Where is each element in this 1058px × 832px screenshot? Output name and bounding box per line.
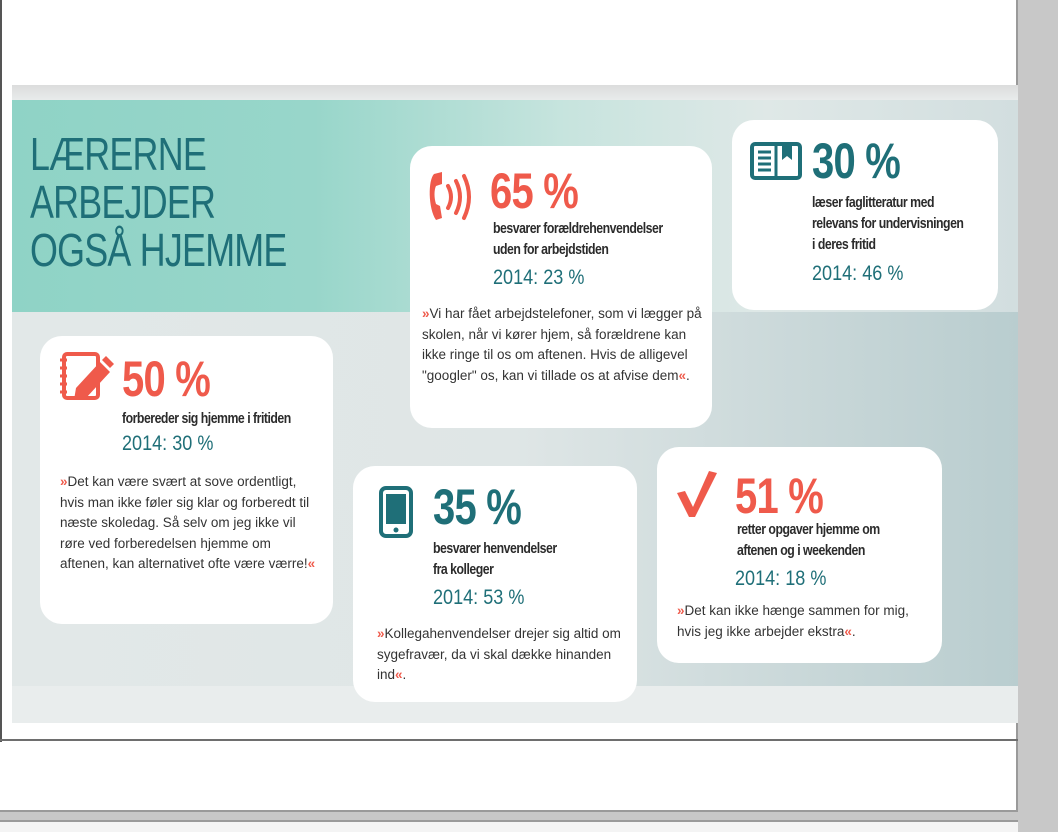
stat-description: forbereder sig hjemme i fritiden: [122, 410, 291, 427]
stat-quote: »Kollegahenvendelser drejer sig altid om sygefravær, da vi skal dække hinanden ind«.: [377, 626, 621, 682]
stat-2014-value: 2014: 46 %: [812, 262, 904, 285]
page-left-edge: [0, 0, 2, 742]
stat-percent: 50 %: [122, 351, 210, 407]
tablet-icon: [379, 486, 413, 538]
stat-quote: »Det kan være svært at sove ordentligt, hvis man ikke føler sig klar og forberedt til næste skoledag. Så selv om jeg ikke vil røre ved forberedelsen hjemme om aftenen, kan alternativet ofte være værre!«: [60, 474, 316, 571]
stat-2014-value: 2014: 23 %: [493, 266, 585, 289]
stat-card-preparation: [40, 336, 333, 624]
next-page-edge: [0, 820, 1018, 832]
infographic-title: [30, 130, 287, 274]
phone-icon: [426, 168, 472, 228]
title-line-2: ARBEJDER: [30, 176, 216, 228]
stat-card-literature: [732, 120, 998, 310]
stat-card-colleagues: [353, 466, 637, 702]
page-bottom-rule: [0, 739, 1018, 741]
stat-description: besvarer forældrehenvendelser uden for arbejdstiden: [493, 220, 663, 258]
book-icon: [750, 142, 802, 180]
stat-percent: 30 %: [812, 133, 900, 189]
stat-card-parent-contact: [410, 146, 712, 428]
checkmark-icon: [675, 469, 719, 519]
title-line-3: OGSÅ HJEMME: [30, 224, 287, 276]
stat-percent: 65 %: [490, 163, 578, 219]
notebook-pencil-icon: [58, 348, 116, 406]
stat-percent: 51 %: [735, 468, 823, 524]
stat-2014-value: 2014: 30 %: [122, 432, 214, 455]
stat-quote: »Det kan ikke hænge sammen for mig, hvis jeg ikke arbejder ekstra«.: [677, 603, 909, 639]
stat-quote: »Vi har fået arbejdstelefoner, som vi lægger på skolen, når vi kører hjem, så forældrene kan ikke ringe til os om aftenen. Hvis de alligevel "googler" os, kan vi tillade os at afvise dem«.: [422, 306, 702, 383]
stat-description: besvarer henvendelser fra kolleger: [433, 540, 557, 578]
stat-card-grading: [657, 447, 942, 663]
stat-2014-value: 2014: 18 %: [735, 567, 827, 590]
stat-2014-value: 2014: 53 %: [433, 586, 525, 609]
stat-description: retter opgaver hjemme om aftenen og i weekenden: [737, 521, 880, 559]
title-line-1: LÆRERNE: [30, 128, 206, 180]
stat-percent: 35 %: [433, 479, 521, 535]
stat-description: læser faglitteratur med relevans for undervisningen i deres fritid: [812, 194, 964, 253]
